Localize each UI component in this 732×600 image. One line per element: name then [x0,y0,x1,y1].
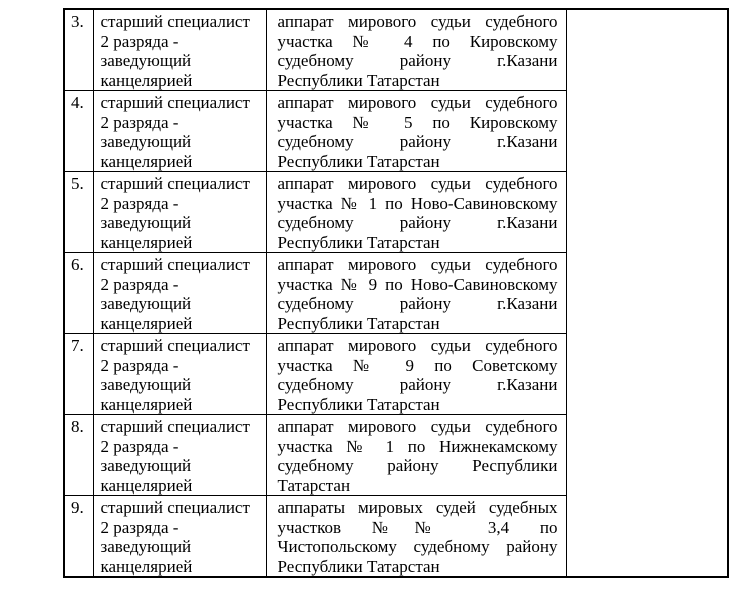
text-line: аппарат мирового судьи судебного [277,336,558,355]
row-number-cell: 6. [64,253,93,334]
table-row [64,9,728,91]
staff-table [63,8,729,578]
text-line: 2 разряда - [100,436,179,456]
text-line: Республики Татарстан [277,313,440,333]
row-number-cell: 7. [64,334,93,415]
text-line: Республики Татарстан [277,394,440,414]
text-line: 2 разряда - [100,193,179,213]
text-line: заведующий [100,51,192,70]
text-line: судебному району г.Казани [277,132,558,151]
position-cell [93,253,266,334]
text-line: Республики Татарстан [277,232,440,252]
text-line: старший специалист [100,255,250,274]
text-line: 2 разряда - [100,274,179,294]
text-line: старший специалист [100,498,250,517]
department-cell [266,334,566,415]
text-line: аппарат мирового судьи судебного [277,12,558,31]
text-line: участка № 9 по Советскому [277,355,558,375]
text-line: заведующий [100,537,192,556]
department-cell [266,9,566,91]
text-line: участка № 1 по Нижнекамскому [277,436,558,456]
text-line: канцелярией [100,394,193,414]
text-line: Республики Татарстан [277,151,440,171]
text-line: старший специалист [100,336,250,355]
row-number-cell: 8. [64,415,93,496]
text-line: Татарстан [277,475,351,495]
text-line: аппарат мирового судьи судебного [277,255,558,274]
text-line: Республики Татарстан [277,556,440,576]
position-cell [93,172,266,253]
department-cell [266,253,566,334]
text-line: старший специалист [100,417,250,436]
text-line: участка № 4 по Кировскому [277,31,558,51]
text-line: аппарат мирового судьи судебного [277,93,558,112]
text-line: участка № 5 по Кировскому [277,112,558,132]
text-line: судебному району г.Казани [277,294,558,313]
row-number-cell: 5. [64,172,93,253]
text-line: 2 разряда - [100,355,179,375]
row-number-cell: 9. [64,496,93,578]
department-cell [266,172,566,253]
text-line: судебному району г.Казани [277,51,558,70]
text-line: участка № 9 по Ново-Савиновскому [277,274,558,294]
text-line: аппарат мирового судьи судебного [277,174,558,193]
text-line: Чистопольскому судебному району [277,537,558,556]
text-line: Республики Татарстан [277,70,440,90]
text-line: канцелярией [100,475,193,495]
position-cell [93,496,266,578]
text-line: заведующий [100,375,192,394]
row-number-cell: 3. [64,9,93,91]
text-line: судебному району г.Казани [277,213,558,232]
position-cell [93,334,266,415]
text-line: канцелярией [100,70,193,90]
text-line: канцелярией [100,151,193,171]
empty-column-cell [566,9,728,577]
text-line: заведующий [100,294,192,313]
text-line: аппараты мировых судей судебных [277,498,558,517]
text-line: участка № 1 по Ново-Савиновскому [277,193,558,213]
position-cell [93,91,266,172]
position-cell [93,415,266,496]
row-number-cell: 4. [64,91,93,172]
department-cell [266,415,566,496]
text-line: судебному району Республики [277,456,558,475]
text-line: судебному району г.Казани [277,375,558,394]
text-line: старший специалист [100,174,250,193]
text-line: 2 разряда - [100,31,179,51]
text-line: заведующий [100,456,192,475]
text-line: заведующий [100,213,192,232]
department-cell [266,91,566,172]
text-line: старший специалист [100,93,250,112]
text-line: 2 разряда - [100,517,179,537]
text-line: 2 разряда - [100,112,179,132]
text-line: участков №№ 3,4 по [277,517,558,537]
text-line: канцелярией [100,313,193,333]
position-cell [93,9,266,91]
text-line: канцелярией [100,556,193,576]
text-line: аппарат мирового судьи судебного [277,417,558,436]
text-line: заведующий [100,132,192,151]
department-cell [266,496,566,578]
text-line: старший специалист [100,12,250,31]
text-line: канцелярией [100,232,193,252]
